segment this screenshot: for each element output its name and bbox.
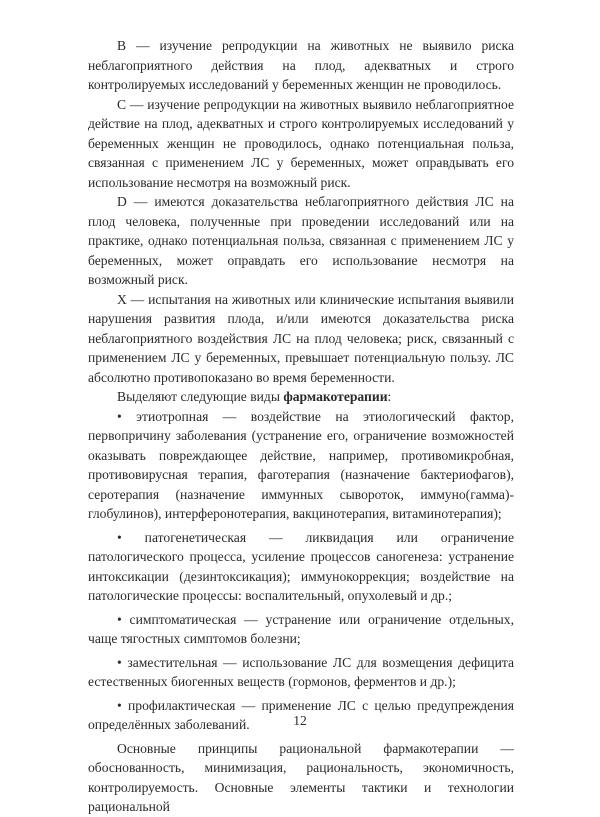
symptomatic-item: • симптоматическая — устранение или ограничение отдельных, чаще тягостных симптомов болезни;: [88, 611, 514, 646]
pathogenetic-item: • патогенетическая — ликвидация или ограничение патологического процесса, усиление процессов саногенеза: устранение интоксикации (дезинтоксикация); иммунокоррекция; воздействие на патологические процессы: воспалительный, опухолевый и др.;: [88, 529, 514, 603]
page-number: 12: [293, 713, 307, 728]
replacement-item: • заместительная — использование ЛС для возмещения дефицита естественных биогенных веществ (гормонов, ферментов и др.);: [88, 654, 514, 689]
category-b-paragraph: B — изучение репродукции на животных не выявило риска неблагоприятного действия на плод, адекватных и строго контролируемых исследований у беременных женщин не проводилось.: [88, 38, 514, 92]
types-intro-text: Выделяют следующие виды: [117, 389, 284, 404]
types-intro-colon: :: [387, 389, 392, 404]
category-c-paragraph: С — изучение репродукции на животных выявило неблагоприятное действие на плод, адекватных и строго контролируемых исследований у беременных женщин не проводилось, однако потенциальная польза, связанная с применением ЛС у беременных, может оправдывать его использование несмотря на возможный риск.: [88, 96, 514, 190]
pharmacotherapy-types-intro: [88, 387, 514, 407]
category-x-paragraph: X — испытания на животных или клинические испытания выявили нарушения развития плода, и/или имеются доказательства риска неблагоприятного воздействия ЛС на плод человека; риск, связанный с применением ЛС у беременных, превышает потенциальную пользу. ЛС абсолютно противопоказано во время беременности.: [88, 291, 514, 385]
pharmacotherapy-term: фармакотерапии: [283, 389, 388, 404]
category-d-paragraph: D — имеются доказательства неблагоприятного действия ЛС на плод человека, полученные при проведении исследований или на практике, однако потенциальная польза, связанная с применением ЛС у беременных, может оправдать его использование несмотря на возможный риск.: [88, 194, 514, 287]
prophylactic-item: • профилактическая — применение ЛС с целью предупреждения определённых заболеваний.: [88, 697, 514, 732]
principles-paragraph: Основные принципы рациональной фармакотерапии — обоснованность, минимизация, рациональность, экономичность, контролируемость. Основные элементы тактики и технологии рациональной: [88, 740, 514, 814]
etiotropic-item: • этиотропная — воздействие на этиологический фактор, первопричину заболевания (устранение его, ограничение возможностей оказывать повреждающее действие, например, противомикробная, противовирусная терапия, фаготерапия (назначение бактериофагов), серотерапия (назначение иммунных сывороток, иммуно(гамма)-глобулинов), интерферонотерапия, вакцинотерапия, витаминотерапия);: [88, 408, 514, 521]
